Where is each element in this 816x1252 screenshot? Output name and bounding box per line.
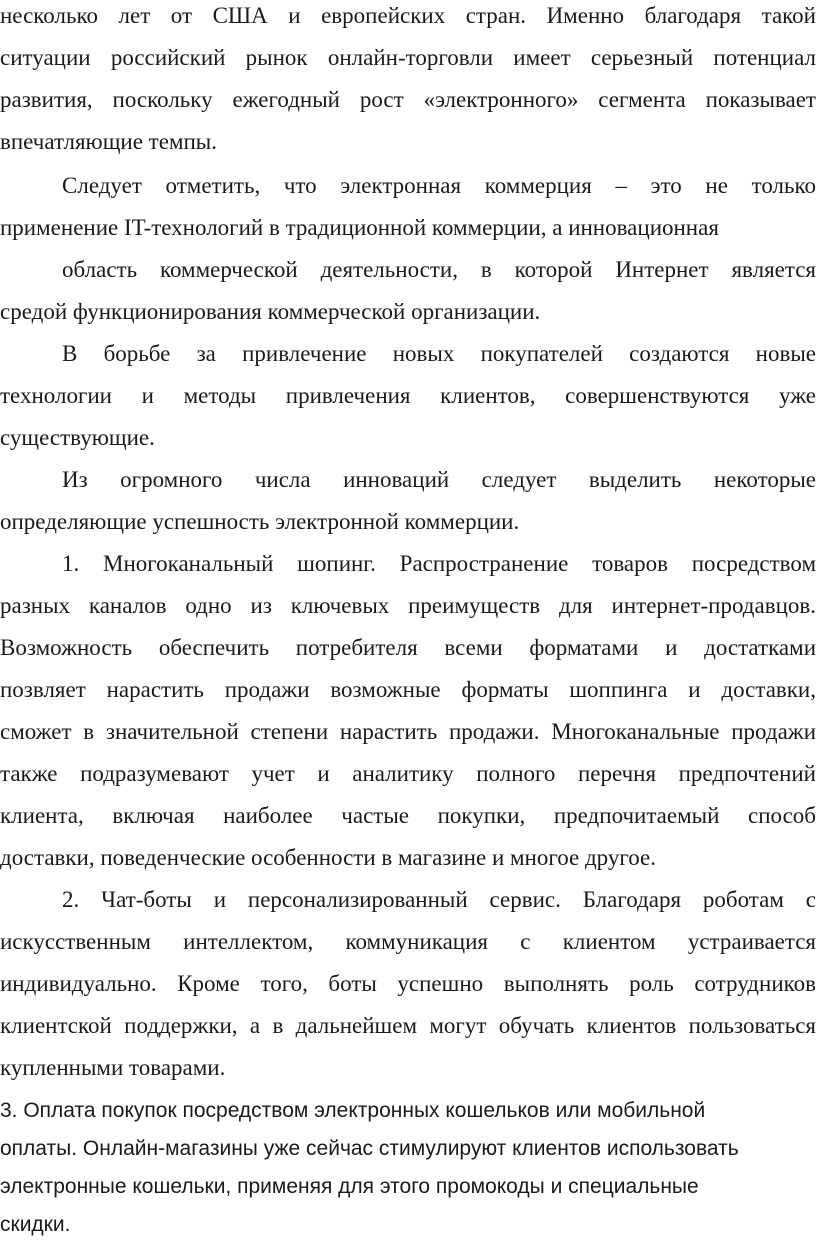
text-line: несколько лет от США и европейских стран. Именно благодаря такой: [0, 3, 816, 28]
paragraph-first-line: В борьбе за привлечение новых покупателей создаются новые: [62, 341, 816, 366]
text-line: искусственным интеллектом, коммуникация с клиентом устраивается: [0, 929, 816, 954]
text-line: ситуации российский рынок онлайн-торговли имеет серьезный потенциал: [0, 45, 816, 70]
text-line: впечатляющие темпы.: [0, 129, 218, 154]
text-line: существующие.: [0, 425, 155, 450]
text-line: технологии и методы привлечения клиентов, совершенствуются уже: [0, 383, 816, 408]
text-line: определяющие успешность электронной коммерции.: [0, 509, 520, 534]
text-line: применение IT-технологий в традиционной коммерции, а инновационная: [0, 215, 719, 240]
text-line: также подразумевают учет и аналитику полного перечня предпочтений: [0, 761, 816, 786]
paragraph-first-line: Из огромного числа инноваций следует выделить некоторые: [62, 467, 816, 492]
text-line: Возможность обеспечить потребителя всеми форматами и достатками: [0, 635, 816, 660]
list-item-first-line: 2. Чат-боты и персонализированный сервис. Благодаря роботам с: [62, 887, 816, 912]
text-line: электронные кошельки, применяя для этого промокоды и специальные: [0, 1175, 699, 1198]
list-item-first-line: 3. Оплата покупок посредством электронных кошельков или мобильной: [0, 1099, 706, 1122]
text-line: доставки, поведенческие особенности в магазине и многое другое.: [0, 845, 656, 870]
text-line: скидки.: [0, 1213, 71, 1236]
text-line: разных каналов одно из ключевых преимуществ для интернет-продавцов.: [0, 593, 816, 618]
text-line: позвляет нарастить продажи возможные форматы шоппинга и доставки,: [0, 677, 816, 702]
text-line: сможет в значительной степени нарастить продажи. Многоканальные продажи: [0, 719, 816, 744]
paragraph-first-line: область коммерческой деятельности, в которой Интернет является: [62, 257, 816, 282]
text-line: развития, поскольку ежегодный рост «электронного» сегмента показывает: [0, 87, 816, 112]
text-line: клиента, включая наиболее частые покупки, предпочитаемый способ: [0, 803, 816, 828]
text-line: клиентской поддержки, а в дальнейшем могут обучать клиентов пользоваться: [0, 1013, 816, 1038]
text-line: средой функционирования коммерческой организации.: [0, 299, 541, 324]
text-line: купленными товарами.: [0, 1055, 226, 1080]
text-line: оплаты. Онлайн-магазины уже сейчас стимулируют клиентов использовать: [0, 1137, 739, 1160]
text-line: индивидуально. Кроме того, боты успешно выполнять роль сотрудников: [0, 971, 816, 996]
paragraph-first-line: Следует отметить, что электронная коммерция – это не только: [62, 173, 816, 198]
list-item-first-line: 1. Многоканальный шопинг. Распространение товаров посредством: [62, 551, 816, 576]
